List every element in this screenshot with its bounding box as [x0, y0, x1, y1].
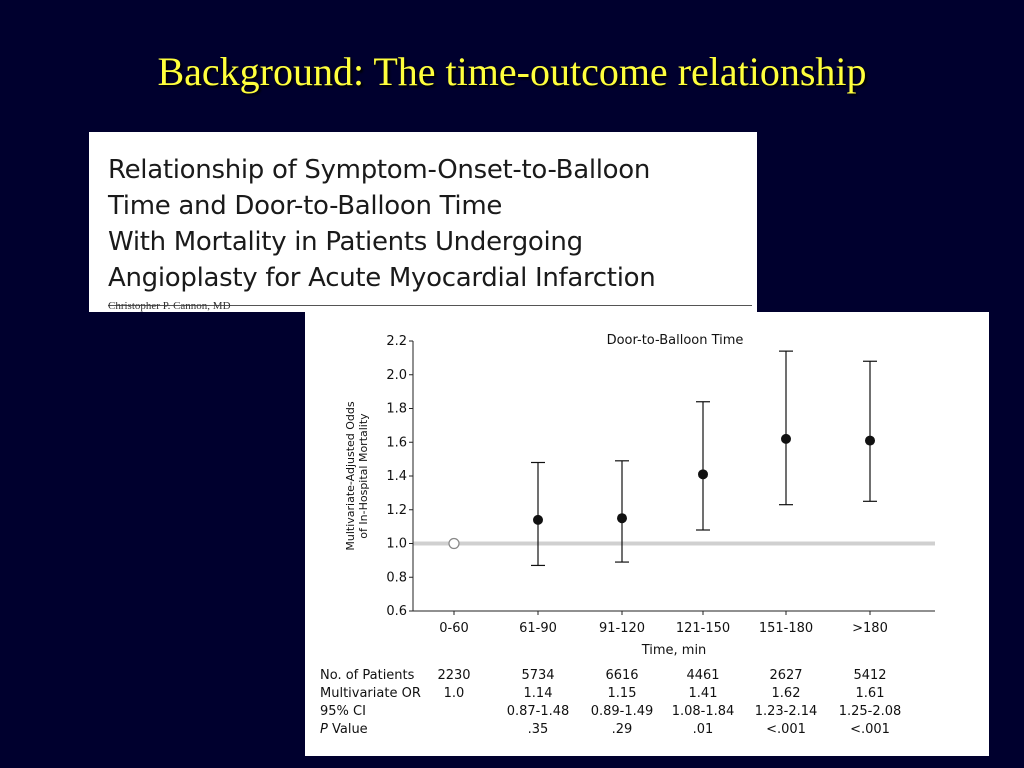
- x-tick-label: 91-120: [598, 621, 646, 636]
- table-cell: 4461: [686, 668, 720, 683]
- y-axis-label: [344, 401, 370, 551]
- y-tick-label: 1.2: [386, 502, 407, 518]
- table-cell: 1.62: [771, 686, 801, 701]
- table-cell: 1.14: [523, 686, 553, 701]
- table-cell: 1.23-2.14: [754, 704, 818, 719]
- table-cell: .29: [611, 722, 633, 737]
- table-cell: 6616: [605, 668, 639, 683]
- data-point: [865, 436, 875, 446]
- y-tick-label: 2.0: [386, 367, 407, 383]
- odds-ratio-chart: [305, 312, 989, 668]
- reference-point: [449, 539, 459, 549]
- data-point: [533, 515, 543, 525]
- x-tick-label: 121-150: [675, 621, 731, 636]
- data-point: [781, 434, 791, 444]
- table-cell: .01: [692, 722, 714, 737]
- y-tick-label: 2.2: [386, 334, 407, 349]
- table-cell: 2627: [769, 668, 803, 683]
- table-cell: .35: [527, 722, 549, 737]
- article-author: [108, 300, 308, 312]
- x-tick-label: 151-180: [758, 621, 814, 636]
- table-cell: 2230: [437, 668, 471, 683]
- x-axis-label: Time, min: [641, 643, 707, 658]
- y-tick-label: 1.6: [386, 435, 407, 451]
- x-tick-label: >180: [852, 621, 888, 636]
- article-title-line: Time and Door-to-Balloon Time: [108, 191, 503, 221]
- article-title-line: Angioplasty for Acute Myocardial Infarction: [108, 263, 656, 293]
- article-title-line: Relationship of Symptom-Onset-to-Balloon: [108, 155, 651, 185]
- table-cell: 1.15: [607, 686, 637, 701]
- y-tick-label: 1.4: [386, 469, 407, 484]
- table-cell: <.001: [766, 722, 806, 737]
- x-tick-label: 0-60: [439, 621, 469, 636]
- data-point: [698, 469, 708, 479]
- y-axis-label-line: Multivariate-Adjusted Odds: [344, 401, 357, 551]
- table-row-label: Multivariate OR: [320, 686, 421, 701]
- y-tick-label: 0.6: [386, 604, 407, 619]
- chart-title: Door-to-Balloon Time: [606, 333, 744, 348]
- p-symbol: P: [320, 722, 328, 737]
- y-axis-label-line: of In-Hospital Mortality: [357, 413, 370, 539]
- y-tick-label: 0.8: [386, 570, 407, 586]
- table-cell: 5412: [853, 668, 887, 683]
- article-title-line: With Mortality in Patients Undergoing: [108, 227, 583, 257]
- table-cell: 1.0: [443, 686, 465, 701]
- table-cell: <.001: [850, 722, 890, 737]
- table-row-label: [320, 722, 368, 737]
- table-row-label: 95% CI: [320, 704, 366, 719]
- x-tick-label: 61-90: [519, 621, 557, 636]
- table-cell: 1.61: [855, 686, 885, 701]
- table-cell: 1.25-2.08: [838, 704, 902, 719]
- table-cell: 0.89-1.49: [590, 704, 654, 719]
- table-cell: 1.41: [688, 686, 718, 701]
- table-row-label: No. of Patients: [320, 668, 415, 683]
- patient-table: [305, 668, 989, 748]
- y-tick-label: 1.8: [386, 401, 407, 417]
- article-header: [89, 132, 757, 312]
- article-title: [108, 152, 748, 296]
- y-tick-label: 1.0: [386, 536, 407, 552]
- table-cell: 5734: [521, 668, 555, 683]
- table-cell: 0.87-1.48: [506, 704, 570, 719]
- table-cell: 1.08-1.84: [671, 704, 735, 719]
- p-value-label-rest: Value: [327, 722, 368, 737]
- slide-title: Background: The time-outcome relationship: [157, 49, 867, 94]
- article-author-text: Christopher P. Cannon, MD: [108, 300, 231, 312]
- data-point: [617, 513, 627, 523]
- chart-panel: [305, 312, 989, 756]
